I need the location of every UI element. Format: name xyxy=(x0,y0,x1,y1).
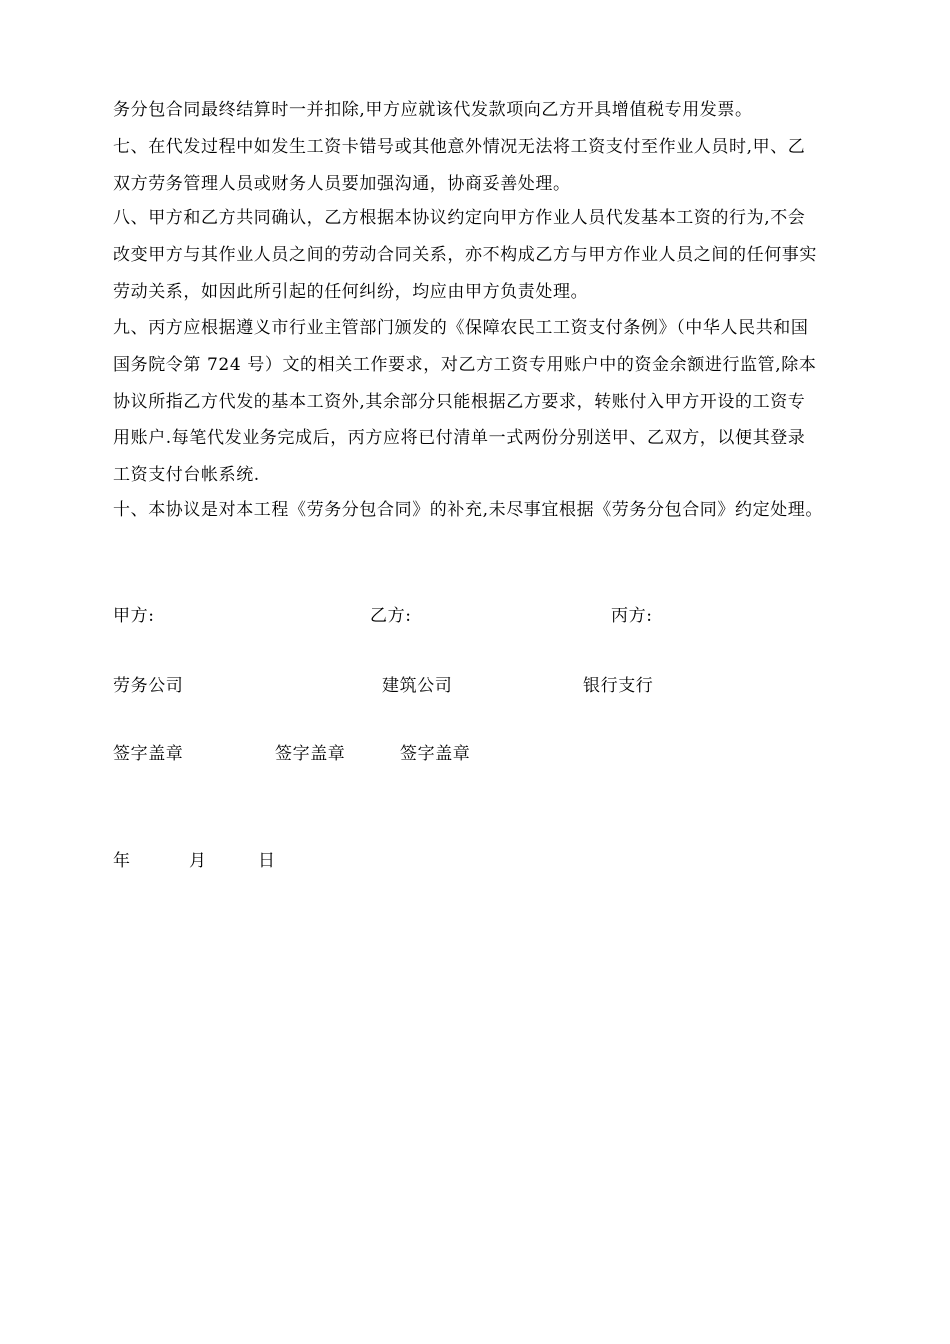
paragraph-line: 双方劳务管理人员或财务人员要加强沟通，协商妥善处理。 xyxy=(113,174,571,194)
paragraph-line: 八、甲方和乙方共同确认，乙方根据本协议约定向甲方作业人员代发基本工资的行为,不会 xyxy=(113,208,806,228)
party-b-name: 建筑公司 xyxy=(382,676,453,696)
paragraph-line: 工资支付台帐系统. xyxy=(113,465,260,485)
date-month: 月 xyxy=(189,851,207,871)
date-day: 日 xyxy=(258,851,276,871)
paragraph-line: 协议所指乙方代发的基本工资外,其余部分只能根据乙方要求，转账付入甲方开设的工资专 xyxy=(113,392,806,412)
party-a-seal: 签字盖章 xyxy=(113,744,184,764)
party-c-seal: 签字盖章 xyxy=(400,744,471,764)
paragraph-line: 改变甲方与其作业人员之间的劳动合同关系，亦不构成乙方与甲方作业人员之间的任何事实 xyxy=(113,245,817,265)
paragraph-line: 用账户.每笔代发业务完成后，丙方应将已付清单一式两份分别送甲、乙双方，以便其登录 xyxy=(113,428,806,448)
party-a-label: 甲方: xyxy=(113,606,155,626)
paragraph-line: 国务院令第 724 号）文的相关工作要求，对乙方工资专用账户中的资金余额进行监管,除本 xyxy=(113,355,817,375)
paragraph-line: 劳动关系，如因此所引起的任何纠纷，均应由甲方负责处理。 xyxy=(113,282,589,302)
paragraph-line: 十、本协议是对本工程《劳务分包合同》的补充,未尽事宜根据《劳务分包合同》约定处理。 xyxy=(113,500,824,520)
paragraph-line: 务分包合同最终结算时一并扣除,甲方应就该代发款项向乙方开具增值税专用发票。 xyxy=(113,100,753,120)
party-c-label: 丙方: xyxy=(611,606,653,626)
paragraph-line: 七、在代发过程中如发生工资卡错号或其他意外情况无法将工资支付至作业人员时,甲、乙 xyxy=(113,137,806,157)
date-year: 年 xyxy=(113,851,131,871)
party-b-label: 乙方: xyxy=(370,606,412,626)
party-a-name: 劳务公司 xyxy=(113,676,184,696)
party-c-name: 银行支行 xyxy=(583,676,654,696)
paragraph-line: 九、丙方应根据遵义市行业主管部门颁发的《保障农民工工资支付条例》（中华人民共和国 xyxy=(113,318,809,338)
party-b-seal: 签字盖章 xyxy=(275,744,346,764)
